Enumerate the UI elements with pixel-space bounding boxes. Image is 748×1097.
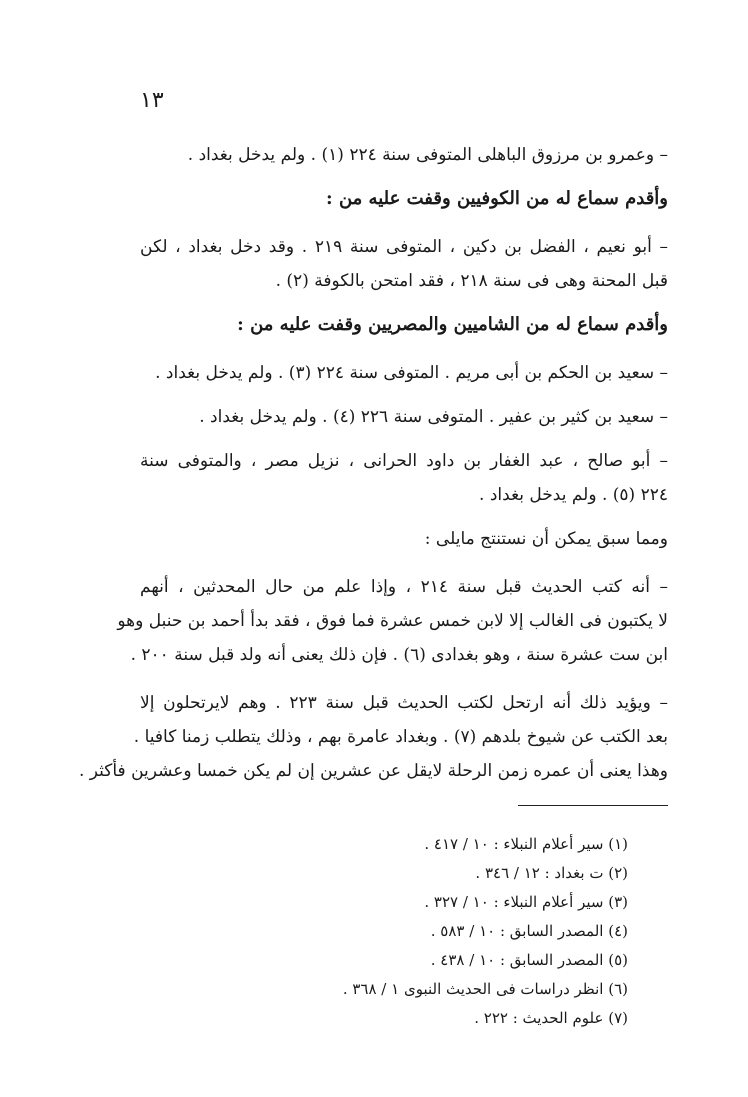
footnote-divider <box>518 805 668 806</box>
body-text <box>78 138 669 788</box>
paragraph-line: – ويؤيد ذلك أنه ارتحل لكتب الحديث قبل سنة ٢٢٣ . وهم لايرتحلون إلا <box>140 693 669 713</box>
footnote-item: (٤) المصدر السابق : ١٠ / ٥٨٣ . <box>430 922 628 940</box>
paragraph-line: ابن ست عشرة سنة ، وهو بغدادى (٦) . فإن ذلك يعنى أنه ولد قبل سنة ٢٠٠ . <box>130 645 668 665</box>
paragraph-line: – أنه كتب الحديث قبل سنة ٢١٤ ، وإذا علم من حال المحدثين ، أنهم <box>140 577 668 597</box>
paragraph-line: لا يكتبون فى الغالب إلا لابن خمس عشرة فما فوق ، فقد بدأ أحمد بن حنبل وهو <box>117 611 668 631</box>
paragraph-line: ومما سبق يمكن أن نستنتج مايلى : <box>424 529 668 549</box>
section-heading: وأقدم سماع له من الكوفيين وقفت عليه من : <box>326 188 668 209</box>
section-heading: وأقدم سماع له من الشاميين والمصريين وقفت عليه من : <box>237 314 668 335</box>
paragraph-line: ٢٢٤ (٥) . ولم يدخل بغداد . <box>479 485 668 505</box>
paragraph-line: قبل المحنة وهى فى سنة ٢١٨ ، فقد امتحن بالكوفة (٢) . <box>275 271 668 291</box>
paragraph-line: – وعمرو بن مرزوق الباهلى المتوفى سنة ٢٢٤ (١) . ولم يدخل بغداد . <box>187 145 668 165</box>
footnote-item: (٧) علوم الحديث : ٢٢٢ . <box>474 1009 628 1027</box>
paragraph-line: – سعيد بن الحكم بن أبى مريم . المتوفى سنة ٢٢٤ (٣) . ولم يدخل بغداد . <box>155 363 668 383</box>
footnote-item: (٢) ت بغداد : ١٢ / ٣٤٦ . <box>475 864 628 882</box>
footnote-item: (١) سير أعلام النبلاء : ١٠ / ٤١٧ . <box>424 835 628 853</box>
footnote-item: (٦) انظر دراسات فى الحديث النبوى ١ / ٣٦٨ . <box>342 980 628 998</box>
page-number: ١٣ <box>140 88 164 113</box>
paragraph-line: – سعيد بن كثير بن عفير . المتوفى سنة ٢٢٦ (٤) . ولم يدخل بغداد . <box>199 407 668 427</box>
paragraph-line: بعد الكتب عن شيوخ بلدهم (٧) . وبغداد عامرة بهم ، وذلك يتطلب زمنا كافيا . <box>133 727 668 747</box>
paragraph-line: وهذا يعنى أن عمره زمن الرحلة لايقل عن عشرين إن لم يكن خمسا وعشرين فأكثر . <box>78 761 668 781</box>
footnote-item: (٥) المصدر السابق : ١٠ / ٤٣٨ . <box>430 951 628 969</box>
footnotes <box>140 830 628 1033</box>
footnote-item: (٣) سير أعلام النبلاء : ١٠ / ٣٢٧ . <box>424 893 628 911</box>
paragraph-line: – أبو صالح ، عبد الغفار بن داود الحرانى ، نزيل مصر ، والمتوفى سنة <box>140 451 668 471</box>
paragraph-line: – أبو نعيم ، الفضل بن دكين ، المتوفى سنة ٢١٩ . وقد دخل بغداد ، لكن <box>140 237 669 257</box>
